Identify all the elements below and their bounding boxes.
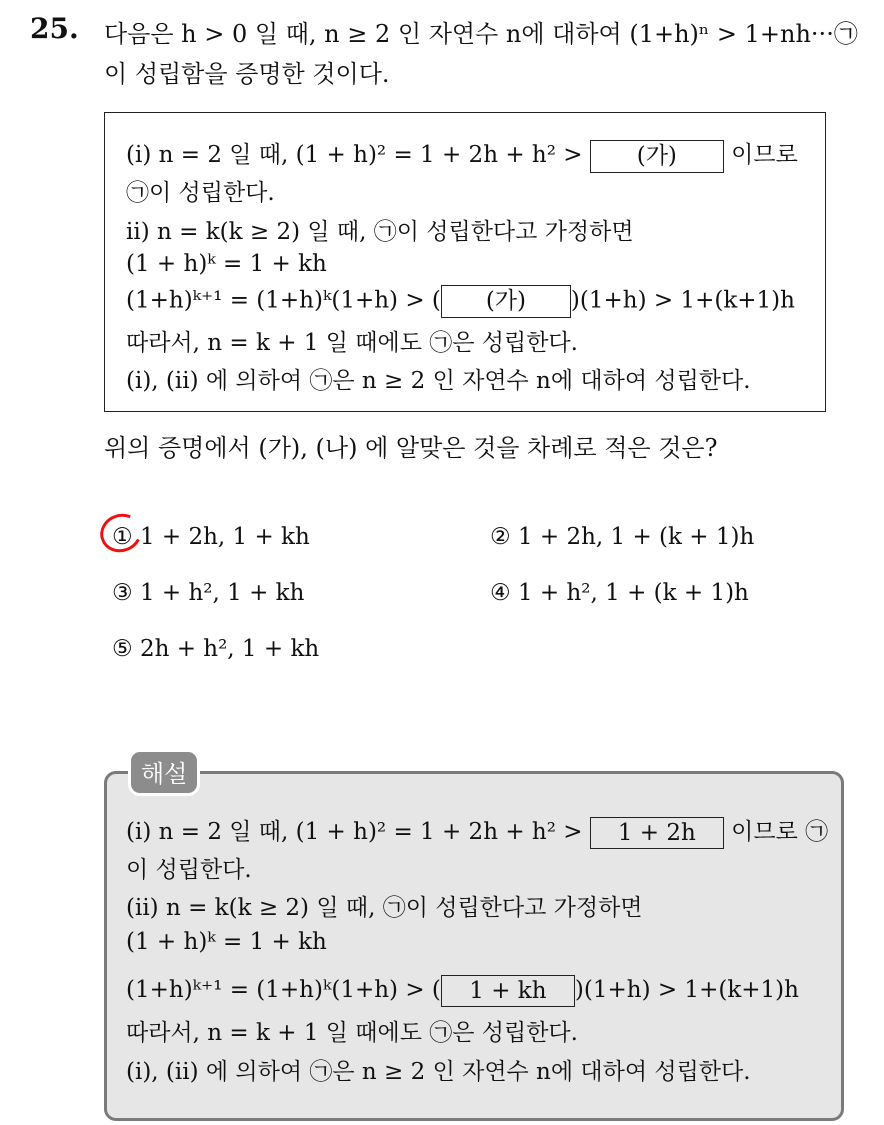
choice-4-text: 1 + h², 1 + (k + 1)h	[517, 580, 749, 606]
choice-3-text: 1 + h², 1 + kh	[139, 580, 305, 606]
proof-line-6: 따라서, n = k + 1 일 때에도 ㉠은 성립한다.	[126, 330, 578, 356]
choice-5-text: 2h + h², 1 + kh	[139, 636, 320, 662]
proof-line-5-pre: (1+h)ᵏ⁺¹ = (1+h)ᵏ(1+h) > (	[126, 287, 441, 314]
choice-3[interactable]	[112, 580, 304, 606]
solution-tag: 해설	[128, 749, 200, 796]
proof-blank-ga-1: (가)	[590, 140, 724, 173]
choice-2-text: 1 + 2h, 1 + (k + 1)h	[517, 524, 755, 550]
solution-line-1-pre: (i) n = 2 일 때, (1 + h)² = 1 + 2h + h² >	[126, 819, 583, 845]
choice-2-number: ②	[490, 524, 511, 550]
solution-line-2: 이 성립한다.	[126, 857, 252, 883]
solution-line-5-post: )(1+h) > 1+(k+1)h	[574, 977, 799, 1003]
solution-line-1-post: 이므로 ㉠	[731, 819, 829, 845]
proof-line-4: (1 + h)ᵏ = 1 + kh	[126, 251, 327, 277]
choice-1-number: ①	[112, 524, 133, 550]
solution-blank-1: 1 + 2h	[590, 817, 724, 849]
proof-line-1	[126, 136, 798, 173]
choice-5[interactable]	[112, 636, 319, 662]
choice-5-number: ⑤	[112, 636, 133, 662]
question-text-line2: 이 성립함을 증명한 것이다.	[104, 60, 390, 88]
solution-line-4: (1 + h)ᵏ = 1 + kh	[126, 929, 327, 955]
choice-3-number: ③	[112, 580, 133, 606]
question-number: 25.	[30, 12, 79, 45]
solution-line-5-pre: (1+h)ᵏ⁺¹ = (1+h)ᵏ(1+h) > (	[126, 977, 441, 1003]
solution-line-5	[126, 975, 799, 1007]
solution-blank-2: 1 + kh	[441, 975, 575, 1007]
proof-line-1-post: 이므로	[731, 142, 798, 168]
choice-4[interactable]	[490, 580, 749, 606]
choice-1[interactable]	[112, 524, 310, 550]
solution-line-7: (i), (ii) 에 의하여 ㉠은 n ≥ 2 인 자연수 n에 대하여 성립한다.	[126, 1059, 751, 1085]
proof-line-5	[126, 285, 795, 318]
proof-line-5-post: )(1+h) > 1+(k+1)h	[570, 287, 795, 314]
proof-line-3: ii) n = k(k ≥ 2) 일 때, ㉠이 성립한다고 가정하면	[126, 219, 634, 245]
proof-line-2: ㉠이 성립한다.	[126, 180, 275, 206]
question-text-line1: 다음은 h > 0 일 때, n ≥ 2 인 자연수 n에 대하여 (1+h)ⁿ > 1+nh···㉠	[104, 20, 858, 48]
proof-line-7: (i), (ii) 에 의하여 ㉠은 n ≥ 2 인 자연수 n에 대하여 성립한다.	[126, 368, 751, 394]
proof-line-1-pre: (i) n = 2 일 때, (1 + h)² = 1 + 2h + h² >	[126, 142, 583, 168]
choice-4-number: ④	[490, 580, 511, 606]
solution-line-3: (ii) n = k(k ≥ 2) 일 때, ㉠이 성립한다고 가정하면	[126, 895, 643, 921]
solution-line-1	[126, 813, 828, 849]
choice-2[interactable]	[490, 524, 754, 550]
question-prompt: 위의 증명에서 (가), (나) 에 알맞은 것을 차례로 적은 것은?	[104, 434, 718, 462]
choice-1-text: 1 + 2h, 1 + kh	[139, 524, 310, 550]
proof-blank-ga-2: (가)	[441, 285, 571, 318]
solution-line-6: 따라서, n = k + 1 일 때에도 ㉠은 성립한다.	[126, 1020, 578, 1046]
